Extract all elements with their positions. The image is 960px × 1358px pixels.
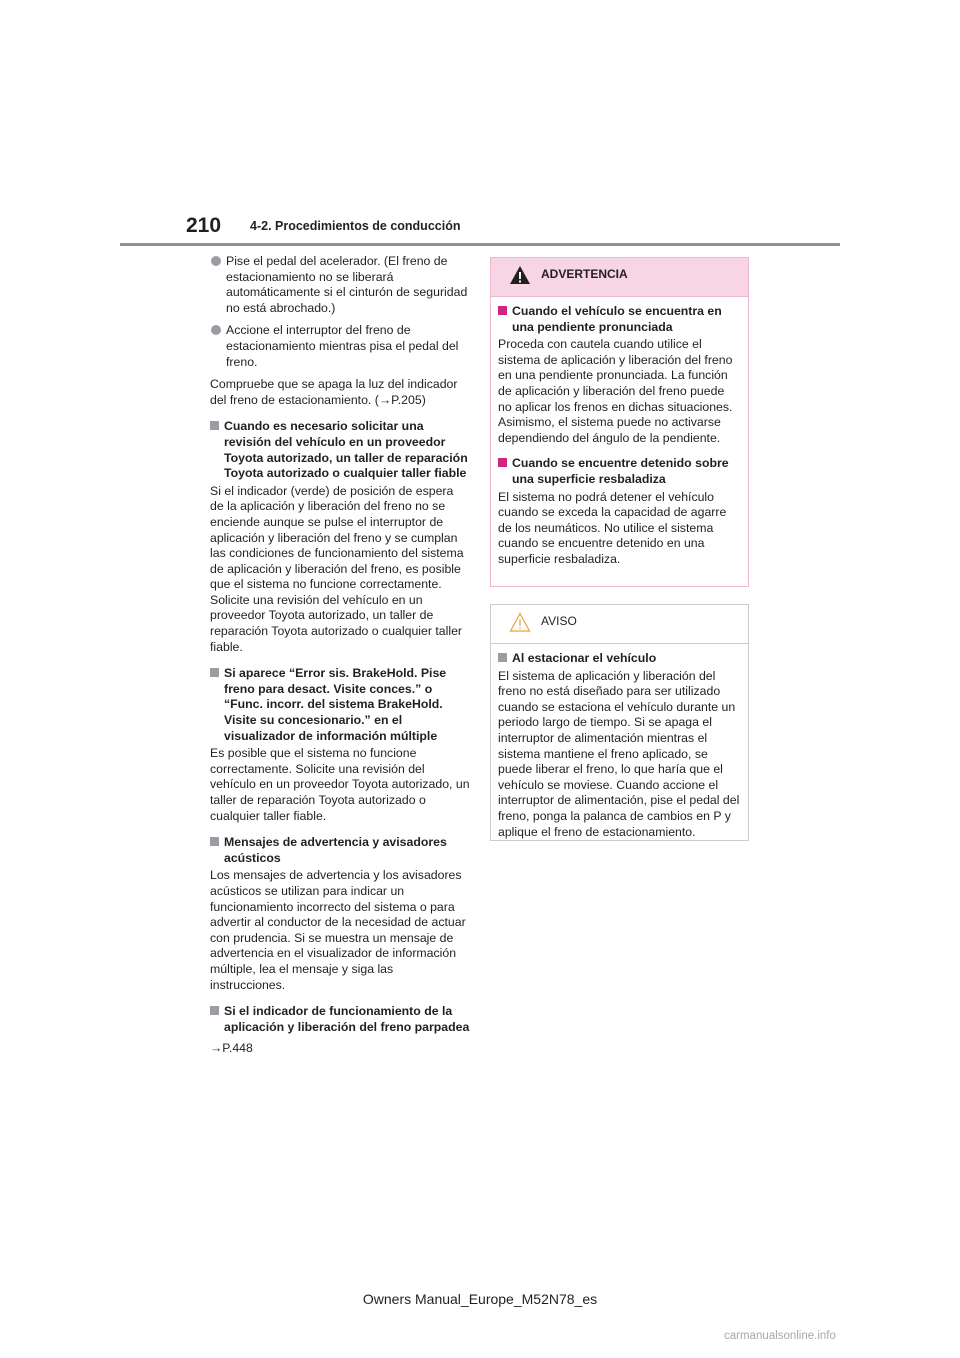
section-heading: Mensajes de advertencia y avisadores acústicos — [210, 835, 470, 866]
section-heading: Si el indicador de funcionamiento de la aplicación y liberación del freno parpadea — [210, 1004, 470, 1035]
bullet-item — [210, 323, 470, 370]
square-bullet-icon — [210, 837, 219, 846]
square-bullet-icon — [498, 458, 507, 467]
bullet-text: Accione el interruptor del freno de estacionamiento mientras pisa el pedal del freno. — [226, 323, 459, 369]
bullet-text: Pise el pedal del acelerador. (El freno de estacionamiento no se liberará automáticamente si el cinturón de seguridad no está abrochado.) — [226, 254, 468, 315]
warning-triangle-icon — [509, 265, 531, 285]
warning-box-title: ADVERTENCIA — [541, 267, 628, 281]
notice-box-body — [491, 644, 748, 840]
footer-document-name: Owners Manual_Europe_M52N78_es — [362, 1291, 598, 1307]
page-reference: →P.448 — [210, 1041, 253, 1056]
page-number: 210 — [186, 214, 222, 237]
section-body: Proceda con cautela cuando utilice el sistema de aplicación y liberación del freno en una pendiente pronunciada. La función de aplicación y liberación del freno puede no aplicar los frenos en dichas situaciones. Asimismo, el sistema puede no activarse dependiendo del ángulo de la pendiente. — [498, 337, 733, 445]
left-column — [210, 254, 470, 1065]
notice-box-title: AVISO — [541, 614, 577, 628]
header-divider — [120, 243, 840, 246]
section-body: Los mensajes de advertencia y los avisadores acústicos se utilizan para indicar un funcionamiento incorrecto del sistema o para advertir al conductor de la necesidad de actuar con prudencia. Si se muestra un mensaje de advertencia en el visualizador de información múltiple, lea el mensaje y siga las instrucciones. — [210, 868, 466, 992]
section-heading: Cuando se encuentre detenido sobre una superficie resbaladiza — [498, 456, 740, 487]
caution-triangle-icon — [509, 612, 531, 632]
warning-box-body — [491, 297, 748, 568]
square-bullet-icon — [498, 306, 507, 315]
warning-box-header — [491, 258, 748, 297]
square-bullet-icon — [210, 668, 219, 677]
square-bullet-icon — [210, 1006, 219, 1015]
section-heading: Cuando es necesario solicitar una revisión del vehículo en un proveedor Toyota autorizado, un taller de reparación Toyota autorizado o cualquier taller fiable — [210, 419, 470, 481]
section-title: 4-2. Procedimientos de conducción — [250, 219, 461, 233]
square-bullet-icon — [210, 421, 219, 430]
bullet-item — [210, 254, 470, 316]
bullet-dot-icon — [211, 325, 221, 335]
check-text: Compruebe que se apaga la luz del indicador del freno de estacionamiento. (→P.205) — [210, 377, 458, 407]
section-heading: Al estacionar el vehículo — [498, 651, 740, 667]
square-bullet-icon — [498, 653, 507, 662]
footer-website: carmanualsonline.info — [724, 1330, 836, 1342]
notice-box-header — [491, 605, 748, 644]
section-body: El sistema de aplicación y liberación del freno no está diseñado para ser utilizado cuando se estaciona el vehículo durante un periodo largo de tiempo. Si se apaga el interruptor de alimentación mientras el sistema mantiene el freno aplicado, se puede liberar el freno, lo que haría que el vehículo se moviese. Cuando accione el interruptor de alimentación, pise el pedal del freno, ponga la palanca de cambios en P y aplique el freno de estacionamiento. — [498, 668, 740, 839]
section-heading: Si aparece “Error sis. BrakeHold. Pise freno para desact. Visite conces.” o “Func. incorr. del sistema BrakeHold. Visite su concesionario.” en el visualizador de información múltiple — [210, 666, 470, 744]
section-body: Es posible que el sistema no funcione correctamente. Solicite una revisión del vehículo en un proveedor Toyota autorizado, un taller de reparación Toyota autorizado o cualquier taller fiable. — [210, 746, 470, 823]
bullet-dot-icon — [211, 256, 221, 266]
section-body: Si el indicador (verde) de posición de espera de la aplicación y liberación del freno no se enciende aunque se pulse el interruptor de aplicación y liberación del freno y se cumplan las condiciones de funcionamiento del sistema de aplicación y liberación del freno, es posible que el sistema no funcione correctamente. Solicite una revisión del vehículo en un proveedor Toyota autorizado, un taller de reparación Toyota autorizado o cualquier taller fiable. — [210, 483, 464, 654]
section-heading: Cuando el vehículo se encuentra en una pendiente pronunciada — [498, 304, 740, 335]
warning-box — [490, 257, 749, 587]
section-body: El sistema no podrá detener el vehículo cuando se exceda la capacidad de agarre de los neumáticos. No utilice el sistema cuando se encuentre detenido en una superficie resbaladiza. — [498, 489, 727, 566]
notice-box — [490, 604, 749, 841]
